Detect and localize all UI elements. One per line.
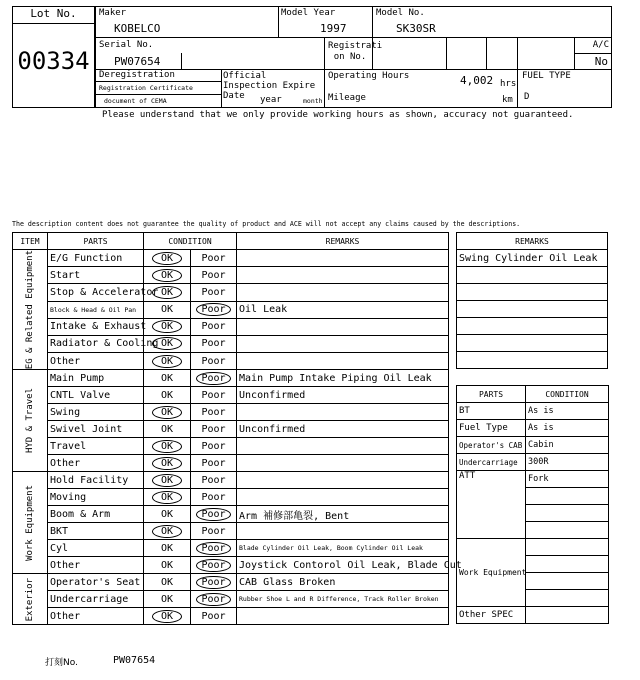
ok-cell bbox=[144, 370, 191, 387]
poor-mark: Poor bbox=[196, 303, 230, 316]
ok-mark: OK bbox=[160, 559, 174, 571]
remark-cell bbox=[237, 438, 449, 455]
table-row bbox=[13, 472, 449, 489]
ok-cell bbox=[144, 557, 191, 574]
right-remark-line bbox=[457, 352, 608, 369]
right-parts-body bbox=[457, 403, 609, 624]
fuel-type-value: D bbox=[524, 92, 530, 102]
poor-cell bbox=[191, 540, 237, 557]
condition-table bbox=[12, 232, 462, 625]
part-name: E/G Function bbox=[48, 250, 144, 267]
remark-cell bbox=[237, 318, 449, 335]
right-remarks-header: REMARKS bbox=[457, 233, 608, 250]
right-remark-line bbox=[457, 301, 608, 318]
table-row bbox=[13, 438, 449, 455]
ok-mark: OK bbox=[152, 337, 182, 350]
cema-label: document of CEMA bbox=[104, 97, 167, 105]
item-group-label: EG & Related Equipment bbox=[25, 250, 35, 370]
remark-cell bbox=[237, 404, 449, 421]
poor-cell bbox=[191, 608, 237, 625]
condition-table-body bbox=[13, 250, 462, 625]
ok-mark: OK bbox=[152, 269, 182, 282]
part-name: Boom & Arm bbox=[48, 506, 144, 523]
right-remark-line: Swing Cylinder Oil Leak bbox=[457, 250, 608, 267]
model-year-value: 1997 bbox=[320, 22, 347, 35]
remark-cell bbox=[237, 489, 449, 506]
poor-cell bbox=[191, 284, 237, 301]
poor-mark: Poor bbox=[201, 610, 226, 622]
right-condition-header: CONDITION bbox=[526, 386, 609, 403]
poor-cell bbox=[191, 267, 237, 284]
part-name: Swivel Joint bbox=[48, 421, 144, 438]
op-hours-value: 4,002 bbox=[460, 74, 494, 87]
item-group-label: HYD & Travel bbox=[25, 388, 35, 454]
poor-cell bbox=[191, 455, 237, 472]
right-part-condition: As is bbox=[526, 403, 609, 420]
ok-cell bbox=[144, 353, 191, 370]
remark-cell bbox=[237, 267, 449, 284]
footer-value: PW07654 bbox=[113, 655, 156, 666]
remark-cell bbox=[237, 472, 449, 489]
right-remark-line bbox=[457, 284, 608, 301]
hrs-label: hrs bbox=[500, 79, 517, 89]
att-empty bbox=[526, 522, 609, 539]
ok-mark: OK bbox=[152, 320, 182, 333]
ok-cell bbox=[144, 301, 191, 318]
item-group-cell bbox=[13, 370, 48, 472]
ok-cell bbox=[144, 591, 191, 608]
model-no-value: SK30SR bbox=[396, 22, 436, 35]
month-label: month bbox=[303, 97, 323, 105]
ok-mark: OK bbox=[152, 474, 182, 487]
remark-cell bbox=[237, 335, 449, 352]
part-name: Other bbox=[48, 557, 144, 574]
inspection-label: Official Inspection Expire Date bbox=[223, 71, 316, 101]
poor-cell bbox=[191, 438, 237, 455]
ok-mark: OK bbox=[152, 286, 182, 299]
poor-mark: Poor bbox=[201, 491, 226, 503]
table-row bbox=[13, 574, 449, 591]
ok-mark: OK bbox=[160, 423, 174, 435]
right-remarks-row bbox=[457, 335, 608, 352]
deregistration-label: Deregistration bbox=[99, 70, 175, 80]
part-name: Travel bbox=[48, 438, 144, 455]
poor-mark: Poor bbox=[196, 372, 230, 385]
poor-mark: Poor bbox=[201, 423, 226, 435]
table-row bbox=[13, 557, 449, 574]
item-group-label: Exterior bbox=[25, 577, 35, 621]
table-row bbox=[13, 608, 449, 625]
table-row bbox=[13, 318, 449, 335]
reg-cert-label: Registration Certificate bbox=[99, 84, 193, 92]
right-remarks-row bbox=[457, 352, 608, 369]
right-remarks-row bbox=[457, 284, 608, 301]
poor-cell bbox=[191, 557, 237, 574]
model-year-label: Model Year bbox=[281, 8, 336, 18]
ok-mark: OK bbox=[160, 389, 174, 401]
remark-cell: Blade Cylinder Oil Leak, Boom Cylinder Oil Leak bbox=[237, 540, 449, 557]
other-spec-label: Other SPEC bbox=[457, 607, 526, 624]
condition-header: CONDITION bbox=[144, 233, 237, 250]
poor-mark: Poor bbox=[196, 542, 230, 555]
part-name: Start bbox=[48, 267, 144, 284]
poor-cell bbox=[191, 250, 237, 267]
poor-mark: Poor bbox=[201, 338, 226, 350]
fuel-type-label: FUEL TYPE bbox=[522, 71, 571, 81]
item-group-cell bbox=[13, 250, 48, 370]
ok-mark: OK bbox=[160, 593, 174, 605]
part-name: Other bbox=[48, 353, 144, 370]
part-name: Stop & Accelerator bbox=[48, 284, 144, 301]
poor-mark: Poor bbox=[201, 321, 226, 333]
remark-cell: Main Pump Intake Piping Oil Leak bbox=[237, 370, 449, 387]
poor-cell bbox=[191, 387, 237, 404]
remark-cell: CAB Glass Broken bbox=[237, 574, 449, 591]
serial-label: Serial No. bbox=[99, 40, 154, 50]
table-row bbox=[13, 370, 449, 387]
poor-mark: Poor bbox=[201, 389, 226, 401]
ac-value: No bbox=[594, 55, 608, 68]
remark-cell bbox=[237, 250, 449, 267]
poor-cell bbox=[191, 370, 237, 387]
poor-mark: Poor bbox=[201, 406, 226, 418]
table-row bbox=[13, 421, 449, 438]
ok-cell bbox=[144, 387, 191, 404]
remark-cell: Joystick Contorol Oil Leak, Blade Cut bbox=[237, 557, 449, 574]
right-remarks-row bbox=[457, 318, 608, 335]
ok-cell bbox=[144, 335, 191, 352]
ok-cell bbox=[144, 455, 191, 472]
part-name: Other bbox=[48, 608, 144, 625]
poor-cell bbox=[191, 489, 237, 506]
ok-cell bbox=[144, 608, 191, 625]
poor-cell bbox=[191, 421, 237, 438]
op-hours-label: Operating Hours bbox=[328, 71, 410, 81]
km-label: km bbox=[502, 95, 513, 105]
poor-cell bbox=[191, 335, 237, 352]
poor-mark: Poor bbox=[196, 593, 230, 606]
remark-cell bbox=[237, 455, 449, 472]
right-remarks-table bbox=[456, 232, 608, 369]
maker-value: KOBELCO bbox=[114, 22, 161, 35]
table-row bbox=[13, 353, 449, 370]
poor-cell bbox=[191, 506, 237, 523]
part-name: CNTL Valve bbox=[48, 387, 144, 404]
right-remark-line bbox=[457, 318, 608, 335]
work-equipment-empty bbox=[526, 573, 609, 590]
right-parts-row bbox=[457, 420, 609, 437]
right-remarks-row bbox=[457, 301, 608, 318]
year-label: year bbox=[260, 95, 282, 105]
att-empty bbox=[526, 505, 609, 522]
other-spec-row bbox=[457, 607, 609, 624]
poor-mark: Poor bbox=[201, 474, 226, 486]
right-remarks-body bbox=[457, 250, 608, 369]
ok-cell bbox=[144, 574, 191, 591]
part-name: Moving bbox=[48, 489, 144, 506]
poor-cell bbox=[191, 404, 237, 421]
ok-cell bbox=[144, 267, 191, 284]
poor-cell bbox=[191, 318, 237, 335]
table-row bbox=[13, 523, 449, 540]
item-group-cell bbox=[13, 472, 48, 574]
table-row bbox=[13, 489, 449, 506]
right-parts-table bbox=[456, 385, 609, 624]
right-part-name: Operator's CAB bbox=[457, 437, 526, 454]
table-row bbox=[13, 335, 449, 352]
ok-cell bbox=[144, 284, 191, 301]
right-part-name: Fuel Type bbox=[457, 420, 526, 437]
remark-cell: Oil Leak bbox=[237, 301, 449, 318]
footer-label: 打刻No. bbox=[45, 658, 78, 668]
att-empty bbox=[526, 488, 609, 505]
ok-mark: OK bbox=[152, 491, 182, 504]
ok-mark: OK bbox=[160, 576, 174, 588]
right-part-condition: 300R bbox=[526, 454, 609, 471]
att-row bbox=[457, 471, 609, 488]
right-parts-row bbox=[457, 437, 609, 454]
ok-mark: OK bbox=[152, 457, 182, 470]
work-equipment-label: Work Equipment bbox=[457, 539, 526, 607]
ok-cell bbox=[144, 250, 191, 267]
ok-mark: OK bbox=[160, 304, 174, 316]
work-equipment-empty bbox=[526, 556, 609, 573]
part-name: Main Pump bbox=[48, 370, 144, 387]
table-row bbox=[13, 540, 449, 557]
remark-cell: Rubber Shoe L and R Difference, Track Roller Broken bbox=[237, 591, 449, 608]
part-name: Cyl bbox=[48, 540, 144, 557]
ok-mark: OK bbox=[152, 355, 182, 368]
poor-cell bbox=[191, 301, 237, 318]
part-name: Intake & Exhaust bbox=[48, 318, 144, 335]
item-header: ITEM bbox=[13, 233, 48, 250]
ok-cell bbox=[144, 438, 191, 455]
lot-label: Lot No. bbox=[13, 7, 94, 24]
right-part-name: Undercarriage bbox=[457, 454, 526, 471]
work-equipment-row bbox=[457, 539, 609, 556]
model-no-label: Model No. bbox=[376, 8, 425, 18]
work-equipment-empty bbox=[526, 590, 609, 607]
ok-cell bbox=[144, 318, 191, 335]
lot-number: 00334 bbox=[17, 47, 90, 75]
poor-cell bbox=[191, 574, 237, 591]
remarks-header: REMARKS bbox=[237, 233, 449, 250]
poor-mark: Poor bbox=[201, 457, 226, 469]
disclaimer: The description content does not guarantee the quality of product and ACE will not accept any claims caused by the descriptions. bbox=[12, 220, 521, 228]
remark-cell bbox=[237, 608, 449, 625]
other-spec-empty bbox=[526, 607, 609, 624]
poor-cell bbox=[191, 523, 237, 540]
poor-mark: Poor bbox=[196, 559, 230, 572]
table-row bbox=[13, 387, 449, 404]
ok-mark: OK bbox=[160, 542, 174, 554]
right-parts-row bbox=[457, 454, 609, 471]
att-value: Fork bbox=[526, 471, 609, 488]
table-row bbox=[13, 267, 449, 284]
right-part-name: BT bbox=[457, 403, 526, 420]
right-part-condition: As is bbox=[526, 420, 609, 437]
serial-value: PW07654 bbox=[114, 55, 161, 68]
parts-header: PARTS bbox=[48, 233, 144, 250]
poor-cell bbox=[191, 472, 237, 489]
ok-cell bbox=[144, 404, 191, 421]
ok-mark: OK bbox=[160, 372, 174, 384]
att-label: ATT bbox=[457, 471, 526, 539]
remark-cell bbox=[237, 353, 449, 370]
poor-cell bbox=[191, 353, 237, 370]
part-name: Hold Facility bbox=[48, 472, 144, 489]
item-group-cell bbox=[13, 574, 48, 625]
right-remark-line bbox=[457, 267, 608, 284]
mileage-label: Mileage bbox=[328, 93, 366, 103]
item-group-label: Work Equipment bbox=[25, 484, 35, 561]
ok-mark: OK bbox=[152, 252, 182, 265]
ok-cell bbox=[144, 506, 191, 523]
part-name: Block & Head & Oil Pan bbox=[48, 301, 144, 318]
table-row bbox=[13, 301, 449, 318]
work-equipment-empty bbox=[526, 539, 609, 556]
table-row bbox=[13, 250, 449, 267]
ok-cell bbox=[144, 472, 191, 489]
hours-note: Please understand that we only provide working hours as shown, accuracy not guaranteed. bbox=[102, 110, 574, 120]
ok-cell bbox=[144, 421, 191, 438]
part-name: Radiator & Cooling bbox=[48, 335, 144, 352]
registration-label: Registrati on No. bbox=[328, 41, 383, 62]
poor-mark: Poor bbox=[201, 286, 226, 298]
right-parts-header: PARTS bbox=[457, 386, 526, 403]
part-name: Operator's Seat bbox=[48, 574, 144, 591]
remark-cell: Unconfirmed bbox=[237, 421, 449, 438]
ok-mark: OK bbox=[152, 440, 182, 453]
ok-mark: OK bbox=[160, 508, 174, 520]
part-name: BKT bbox=[48, 523, 144, 540]
ok-mark: OK bbox=[152, 406, 182, 419]
poor-mark: Poor bbox=[201, 269, 226, 281]
table-row bbox=[13, 506, 449, 523]
remark-cell: Unconfirmed bbox=[237, 387, 449, 404]
maker-label: Maker bbox=[99, 8, 127, 18]
poor-mark: Poor bbox=[196, 508, 230, 521]
ok-mark: OK bbox=[152, 525, 182, 538]
table-row bbox=[13, 284, 449, 301]
table-row bbox=[13, 591, 449, 608]
right-remark-line bbox=[457, 335, 608, 352]
ok-cell bbox=[144, 540, 191, 557]
right-part-condition: Cabin bbox=[526, 437, 609, 454]
table-row bbox=[13, 455, 449, 472]
poor-mark: Poor bbox=[196, 576, 230, 589]
poor-mark: Poor bbox=[201, 252, 226, 264]
part-name: Swing bbox=[48, 404, 144, 421]
lot-box bbox=[12, 6, 95, 108]
right-remarks-row bbox=[457, 267, 608, 284]
part-name: Undercarriage bbox=[48, 591, 144, 608]
right-parts-row bbox=[457, 403, 609, 420]
ok-cell bbox=[144, 523, 191, 540]
table-row bbox=[13, 404, 449, 421]
poor-mark: Poor bbox=[201, 440, 226, 452]
remark-cell bbox=[237, 284, 449, 301]
part-name: Other bbox=[48, 455, 144, 472]
remark-cell: Arm 補修部亀裂, Bent bbox=[237, 506, 449, 523]
right-remarks-row bbox=[457, 250, 608, 267]
header-grid bbox=[95, 6, 612, 108]
ac-label: A/C bbox=[592, 40, 609, 50]
remark-cell bbox=[237, 523, 449, 540]
poor-cell bbox=[191, 591, 237, 608]
poor-mark: Poor bbox=[201, 525, 226, 537]
ok-cell bbox=[144, 489, 191, 506]
poor-mark: Poor bbox=[201, 355, 226, 367]
ok-mark: OK bbox=[152, 610, 182, 623]
